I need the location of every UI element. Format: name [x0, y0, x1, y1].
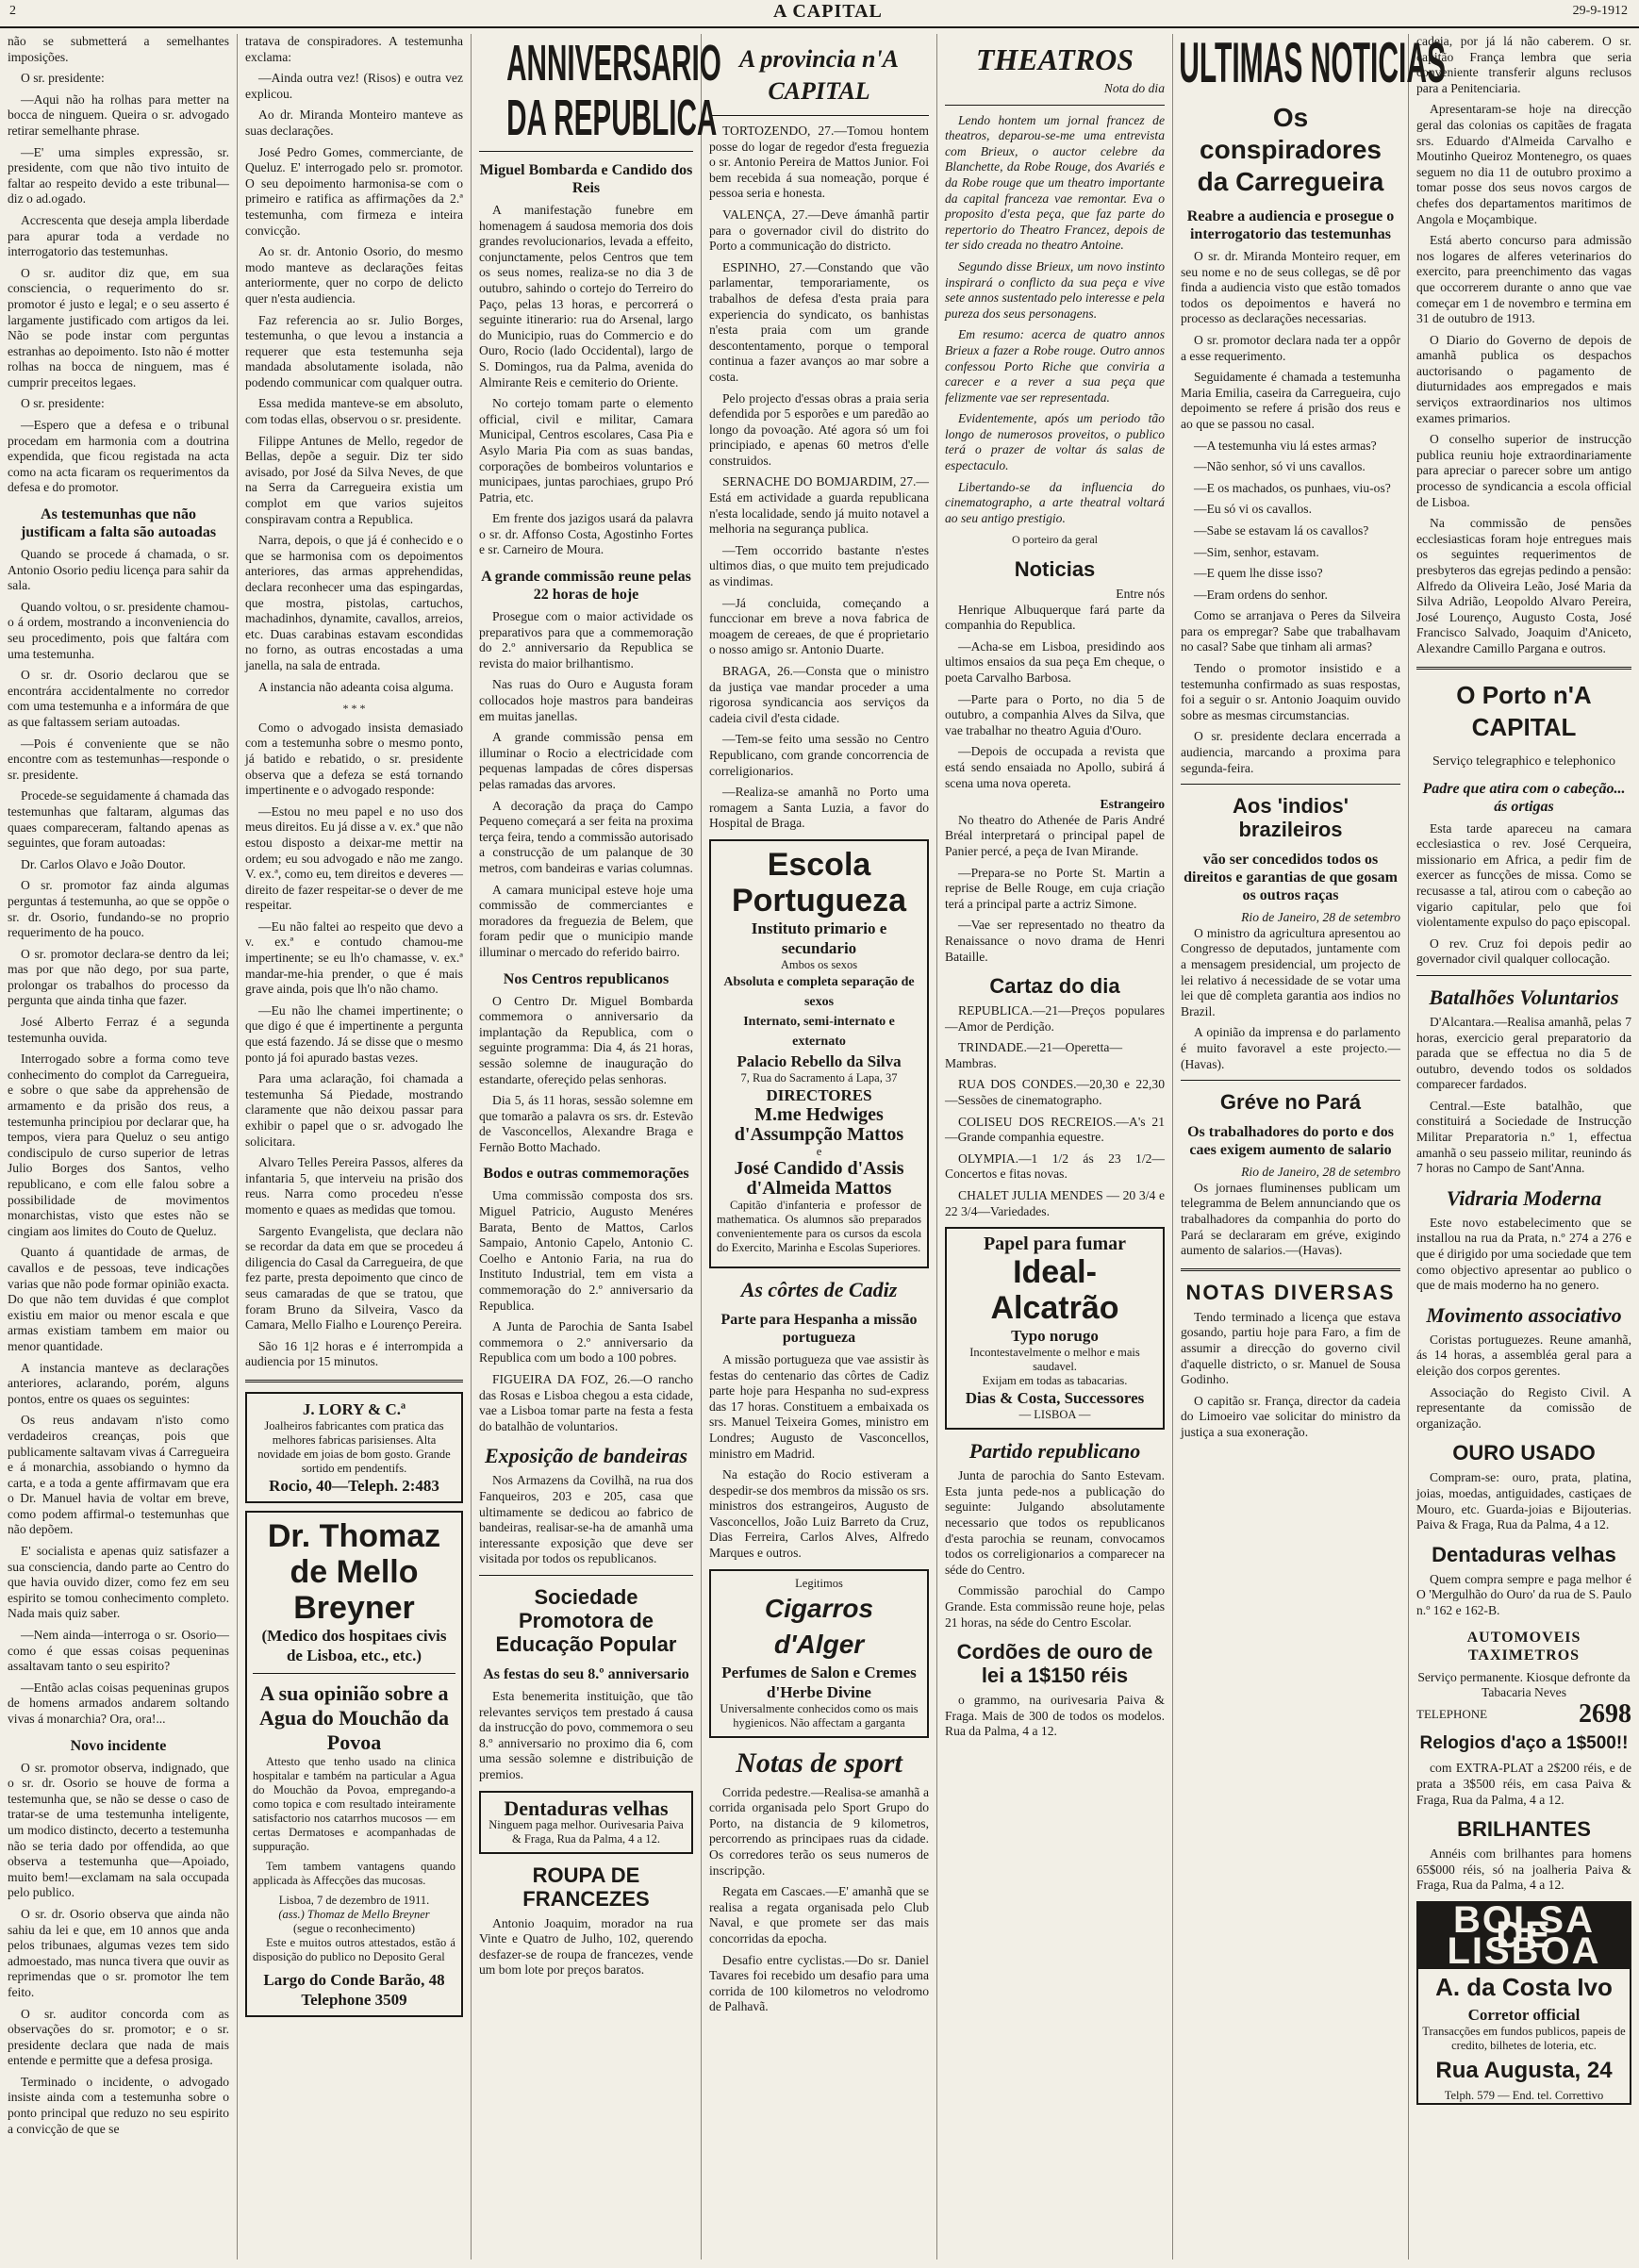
section-heading: Cartaz do dia	[989, 974, 1120, 999]
subheading: As festas do seu 8.º anniversario	[483, 1665, 689, 1682]
column-7	[1409, 34, 1639, 2260]
paragraph: Esta benemerita instituição, que tão relevantes serviços tem prestado á causa da instrucção do povo, commemora o seu 8.º anniversario no proximo dia 6, com uma sessão solemne e distribuição de premios.	[479, 1688, 693, 1781]
dateline: Rio de Janeiro, 28 de setembro	[1241, 1165, 1400, 1180]
paragraph: Como o advogado insista demasiado com a testemunha sobre o mesmo ponto, já batido e rebatido, o sr. presidente observa que a defeza se está tornando impertinente e o advogado responde:	[245, 720, 463, 798]
paragraph: Os reus andavam n'isto como verdadeiros creanças, pois que publicamente saltavam vivas á Carregueira e á monarchia, assobiando o hymno da carta, e a toda a gente affirmavam que era o Dr. Manuel havia de voltar em breve, como podem affirmal-o testemunhas que não depõem.	[8, 1413, 229, 1537]
paragraph: Este novo estabelecimento que se installou na rua da Prata, n.º 274 a 276 e que é dirigido por uma sociedade que tem como objectivo apresentar ao publico o que de mais moderno ha no genero.	[1416, 1215, 1631, 1293]
paragraph: —Não senhor, só vi uns cavallos.	[1194, 459, 1366, 474]
paragraph: —Eu não faltei ao respeito que devo a v. ex.ª e contudo chamou-me impertinente; se eu lh'o chamasse, v. ex.ª mandar-me-hia prender, o que é mais grave ainda, pois que lh'o não chamo.	[245, 919, 463, 997]
paragraph: —Sabe se estavam lá os cavallos?	[1194, 522, 1369, 538]
ad-line: Palacio Rebello da Silva	[737, 1051, 902, 1070]
telephone-number: 2698	[1579, 1698, 1631, 1729]
ad-title: Ideal-Alcatrão	[990, 1254, 1119, 1327]
ad-telephone: Telph. 579 — End. tel. Correttivo	[1444, 2088, 1604, 2102]
paragraph: Interrogado sobre a forma como teve conhecimento do complot da Carregueira, e sobre o que sabe da apprehensão de armamento e da prisão dos reus, a testemunha principiou por declarar que, ha tempos, viera para Queluz o seu antigo condiscipulo de curso superior de letras Julio Borges dos Santos, velho republicano, e com elle falou sobre a possibilidade de movimentos monarchistas, visto que estes não se cingiam aos limites do Couto de Queluz.	[8, 1051, 229, 1238]
paragraph: Associação do Registo Civil. A representante da comissão de organização.	[1416, 1384, 1631, 1431]
paragraph: E' socialista e apenas quiz satisfazer a sua consciencia, dando parte ao Centro do que havia ouvido dizer, como fez em seu espirito se tomou conhecimento completo. Nada mais quiz saber.	[8, 1544, 229, 1621]
ad-name: A. da Costa Ivo	[1435, 1972, 1613, 2001]
divider	[1416, 975, 1631, 976]
ad-line: e	[816, 1144, 822, 1158]
separator-stars: * * *	[342, 702, 366, 716]
paragraph: O Diario do Governo de depois de amanhã publica os despachos auctorisando o pagamento de diuturnidades aos empregados e mais serviços extraordinarios nos ultimos exames primarios.	[1416, 332, 1631, 425]
paragraph: Dr. Carlos Olavo e João Doutor.	[21, 856, 186, 871]
paragraph: Sargento Evangelista, que declara não se recordar da data em que se procedeu á diligencia do Casal da Carregueira, de que fez parte, presta depoimento que cinco de seus camaradas de que se tratou, que foram Bruno da Silveira, Vasco da Camara, Mello Fialho e Lourenço Pereira.	[245, 1223, 463, 1333]
divider	[709, 115, 929, 116]
column-4	[702, 34, 937, 2260]
paragraph: Uma commissão composta dos srs. Miguel Patricio, Augusto Menéres Barata, Bento de Mattos, Carlos Sampaio, Antonio Capelo, Antonio C. Coelho e Antonio Faria, na rua do Instituto Industrial, tem em vista a commemoração do 2.º anniversario da Republica.	[479, 1188, 693, 1313]
ad-line: Dias & Costa, Successores	[965, 1389, 1145, 1408]
section-heading: Partido republicano	[968, 1439, 1141, 1464]
paragraph: —Depois de occupada a revista que está sendo ensaiada no Apollo, subirá á scena uma nova opereta.	[945, 744, 1165, 790]
ad-text: Capitão d'infanteria e professor de mathematica. Os alumnos são preparados convenientemente para os cursos da escola do Exercito, Marinha e Escolas Superiores.	[717, 1198, 921, 1254]
paragraph: O sr. presidente declara encerrada a audiencia, marcando a proxima para segunda-feira.	[1181, 729, 1400, 775]
ad-line: Papel para fumar	[983, 1233, 1127, 1255]
ad-text: Este e muitos outros attestados, estão á disposição do publico no Deposito Geral	[253, 1935, 455, 1963]
section-heading: Vidraria Moderna	[1446, 1185, 1602, 1210]
paragraph: o grammo, na ourivesaria Paiva & Fraga. Mais de 300 de todos os modelos. Rua da Palma, 4 a 12.	[945, 1693, 1165, 1739]
ad-title: Escola Portugueza	[731, 846, 907, 919]
paragraph: O capitão sr. França, director da cadeia do Limoeiro vae solicitar do ministro da justiça a sua exoneração.	[1181, 1393, 1400, 1439]
listing-item: RUA DOS CONDES.—20,30 e 22,30—Sessões de cinematographo.	[945, 1077, 1165, 1108]
section-heading: Noticias	[1014, 557, 1096, 582]
paragraph: O sr. promotor observa, indignado, que o sr. dr. Osorio se houve de forma a testemunha que, se não se desse o caso de tratar-se de uma testemunha inteligente, um modico distincto, decerto a testemunha não se teria dado por offendida, ao que observa a testemunha que—Apoiado, muito bem!—exclamam na sala occupada pelo publico.	[8, 1760, 229, 1900]
paragraph: —A testemunha viu lá estes armas?	[1194, 438, 1377, 453]
column-3	[472, 34, 721, 2260]
section-heading: A grande commissão reune pelas 22 horas de hoje	[481, 569, 691, 604]
paragraph: Está aberto concurso para admissão nos logares de alferes veterinarios do exercito, para preenchimento das vagas que occorrerem durante o anno que vae começar em 1 de novembro e termina em 31 de outubro de 1913.	[1416, 233, 1631, 326]
paragraph: Regata em Cascaes.—E' amanhã que se realisa a regata organisada pelo Club Naval, e que promete ser das mais concorridas da epocha.	[709, 1884, 929, 1945]
subheading: Nota do dia	[1103, 81, 1165, 95]
paragraph: Quando voltou, o sr. presidente chamou-o á ordem, mostrando a inconveniencia do seu procedimento, pois que faltára com uma testemunha.	[8, 599, 229, 661]
paragraph: —Realiza-se amanhã no Porto uma romagem a Santa Luzia, a favor do Hospital de Braga.	[709, 785, 929, 831]
paragraph: SERNACHE DO BOMJARDIM, 27.—Está em actividade a guarda republicana n'esta localidade, sendo já muito notavel a melhoria na segurança publica.	[709, 474, 929, 537]
paragraph: —Nem ainda—interroga o sr. Osorio—como é que essas coisas pequeninas assaltavam tanto o seu espirito?	[8, 1628, 229, 1674]
ad-note: (segue o reconhecimento)	[292, 1921, 416, 1935]
section-headline: THEATROS	[975, 42, 1134, 76]
paragraph: Ao dr. Miranda Monteiro manteve as suas declarações.	[245, 108, 463, 138]
telephone-row	[1416, 1698, 1631, 1729]
listing-item: TRINDADE.—21—Operetta—Mambras.	[945, 1040, 1123, 1070]
paragraph: —E os machados, os punhaes, viu-os?	[1194, 480, 1391, 495]
ad-subtitle: Typo norugo	[1011, 1327, 1099, 1346]
paragraph: Como se arranjava o Peres da Silveira para os empregar? Sabe que trabalhavam no casal? Sabe que tinham ali armas?	[1181, 608, 1400, 654]
ad-line: Ambos os sexos	[780, 957, 858, 971]
paragraph: Nas ruas do Ouro e Augusta foram collocados hoje mastros para bandeiras em muitas janellas.	[479, 677, 693, 723]
ad-address: Rua Augusta, 24	[1435, 2057, 1613, 2083]
paragraph: O sr. promotor declara nada ter a oppôr a esse requerimento.	[1181, 332, 1400, 363]
section-heading: OURO USADO	[1452, 1441, 1596, 1465]
paragraph: Tendo o promotor insistido e a testemunha confirmado as suas respostas, foi a seguir o sr. Antonio Joaquim ouvido sobre as mesmas circumstancias.	[1181, 661, 1400, 722]
paragraph: com EXTRA-PLAT a 2$200 réis, e de prata a 3$500 réis, em casa Paiva & Fraga, Rua da Palma, 4 a 12.	[1416, 1761, 1631, 1807]
advertisement-lory	[245, 1392, 463, 1503]
advertisement-cigarros	[709, 1569, 929, 1738]
paragraph: A grande commissão pensa em illuminar o Rocio a electricidade com pequenas lampadas de côres dispersas pelas ramadas das arvores.	[479, 730, 693, 791]
subheading: vão ser concedidos todos os direitos e garantias de que gosam os outros raças	[1184, 852, 1398, 904]
paragraph: FIGUEIRA DA FOZ, 26.—O rancho das Rosas e Lisboa chegou a esta cidade, vae a Lisboa tomar parte na festa a festa do batalhão de voluntarios.	[479, 1372, 693, 1433]
section-heading: Cordões de ouro de lei a 1$150 réis	[956, 1640, 1153, 1688]
telephone-label: TELEPHONE	[1416, 1706, 1488, 1721]
paragraph: —Eu não lhe chamei impertinente; o que digo é que é impertinente a pergunta que está fazendo. Já se disse que o mesmo ponto já foi apurado bastas vezes.	[245, 1002, 463, 1065]
paragraph: Lendo hontem um jornal francez de theatros, deparou-se-me uma entrevista com Brieux, o auctor celebre da Blanchette, da Robe Rouge, dos Avariés e da Robe rouge que um theatro importante da capital franceza vae remontar. Eva o proposito d'esta peça, que faz parte do repertorio do Theatro Francez, depois de ter sido creada no theatro Antoine.	[945, 112, 1165, 253]
paragraph: Para uma aclaração, foi chamada a testemunha Sá Piedade, mostrando claramente que não deixou passar para exhibir o papel que o sr. advogado lhe solicitara.	[245, 1071, 463, 1149]
section-heading: Notas de sport	[736, 1747, 902, 1779]
section-heading: Aos 'indios' brazileiros	[1233, 794, 1349, 842]
issue-date: 29-9-1912	[1572, 4, 1628, 18]
ad-subtitle: (Medico dos hospitaes civis de Lisboa, etc., etc.)	[261, 1626, 447, 1664]
paragraph: —Então aclas coisas pequeninas grupos de homens armados andarem soltando vivas á monarchia? Ora, ora!...	[8, 1680, 229, 1726]
ad-line: Absoluta e completa separação de sexos	[723, 974, 915, 1009]
ad-text: Incontestavelmente o melhor e mais saudavel.	[969, 1346, 1140, 1374]
subheading: Reabre a audiencia e prosegue o interrogatorio das testemunhas	[1186, 208, 1395, 242]
paragraph: O rev. Cruz foi depois pedir ao governador civil qualquer collocação.	[1416, 935, 1631, 967]
paragraph: —Tem occorrido bastante n'estes ultimos dias, o que muito tem prejudicado as vindimas.	[709, 542, 929, 589]
paragraph: O ministro da agricultura apresentou ao Congresso de deputados, juntamente com a mensagem presidencial, um projecto de lei relativo á necessidade de se votar uma lei que dê completa garantia aos indios no Brazil.	[1181, 925, 1400, 1018]
paragraph: —Pois é conveniente que se não encontre com as testemunhas—responde o sr. presidente.	[8, 736, 229, 782]
paragraph: TORTOZENDO, 27.—Tomou hontem posse do logar de regedor d'esta freguezia o sr. Antonio Pereira de Mattos Junior. Foi bem recebida á sua nomeação, porque é pessoa seria e honesta.	[709, 124, 929, 201]
listing-item: OLYMPIA.—1 1/2 ás 23 1/2—Concertos e fitas novas.	[945, 1151, 1165, 1182]
section-heading: BRILHANTES	[1457, 1817, 1591, 1842]
paragraph: Coristas portuguezes. Reune amanhã, ás 14 horas, a assembléa geral para a eleição dos corpos gerentes.	[1416, 1332, 1631, 1378]
paragraph: Pelo projecto d'essas obras a praia seria defendida por 5 esporões e um paredão ao longo da povoação. Até agora só um foi principiado, e apenas 60 metros d'elle construidos.	[709, 390, 929, 468]
paragraph: —Eu só vi os cavallos.	[1194, 502, 1312, 517]
paragraph: —Vae ser representado no theatro da Renaissance o novo drama de Henri Bataille.	[945, 918, 1165, 964]
divider	[1181, 1080, 1400, 1081]
ad-address: Largo do Conde Barão, 48	[263, 1970, 445, 1989]
section-heading: Batalhões Voluntarios	[1429, 985, 1619, 1009]
ad-line: 7, Rua do Sacramento á Lapa, 37	[740, 1070, 898, 1084]
paragraph: Narra, depois, o que já é conhecido e o que se harmonisa com os depoimentos anteriores, das armas apprehendidas, declara reconhecer uma das espingardas, que mostra, pistolas, cartuchos, machadinhos, dynamite, cavallos, arreios, etc. Duas carabinas estavam escondidas no forno, as outras encostadas a uma janella, na sala de entrada.	[245, 533, 463, 672]
listing-item: COLISEU DOS RECREIOS.—A's 21—Grande companhia equestre.	[945, 1114, 1165, 1145]
paragraph: O sr. presidente:	[21, 71, 105, 86]
paragraph: Compram-se: ouro, prata, platina, joias, moedas, antiguidades, castiçaes de Mouro, etc. Guarda-joias e Bijouterias. Paiva & Fraga, Rua da Palma, 4 a 12.	[1416, 1470, 1631, 1532]
divider	[479, 151, 693, 152]
paragraph: Libertando-se da influencia do cinematographo, a arte theatral voltará ao seu antigo prestigio.	[945, 479, 1165, 525]
paragraph: não se submetterá a semelhantes imposições.	[8, 34, 229, 64]
paragraph: A decoração da praça do Campo Pequeno começará a ser feita na proxima terça feira, tendo a commissão autorisado a construcção de um palanque de 30 metros, com bandeiras e varias columnas.	[479, 798, 693, 875]
listing-item: CHALET JULIA MENDES — 20 3/4 e 22 3/4—Variedades.	[945, 1188, 1165, 1218]
paragraph: Evidentemente, após um periodo tão longo de numerosos proveitos, o publico terá o prazer de voltar ás salas de espectaculo.	[945, 411, 1165, 473]
paragraph: —Já concluida, começando a funccionar em breve a nova fabrica de moagem de cereaes, de que é proprietario o nosso amigo sr. Antonio Duarte.	[709, 595, 929, 657]
column-2	[238, 34, 472, 2260]
paragraph: —Tem-se feito uma sessão no Centro Republicano, com grande concorrencia de correligionarios.	[709, 732, 929, 778]
section-headline: A provincia n'A CAPITAL	[738, 45, 900, 105]
section-heading: NOTAS DIVERSAS	[1185, 1280, 1396, 1304]
paragraph: Junta de parochia do Santo Estevam. Esta junta pede-nos a publicação do seguinte: Julgando absolutamente necessario que todos os republicanos d'esta parochia se reunam, convocamos todos os correligionarios a comparecer na séde do Centro.	[945, 1468, 1165, 1577]
advertisement-dentaduras	[479, 1791, 693, 1854]
paragraph: Henrique Albuquerque fará parte da companhia do Republica.	[945, 602, 1165, 633]
paragraph: Alvaro Telles Pereira Passos, alferes da infantaria 5, que interveiu na prisão dos reus. Narra como procedeu n'esse momento e quaes as medidas que tomou.	[245, 1155, 463, 1217]
ad-heading: A sua opinião sobre a Agua do Mouchão da Povoa	[258, 1680, 450, 1754]
ad-text: Joalheiros fabricantes com pratica das melhores fabricas parisienses. Alta novidade em joias de bom gosto. Grande sortido em pendentifs.	[257, 1418, 451, 1475]
subheading: Miguel Bombarda e Candido dos Reis	[479, 162, 693, 196]
paragraph: Ao sr. dr. Antonio Osorio, do mesmo modo manteve as declarações feitas anteriormente, quer no corpo de delicto quer n'esta audiencia.	[245, 244, 463, 306]
byline: O porteiro da geral	[1012, 533, 1098, 547]
section-heading: As côrtes de Cadiz	[740, 1277, 898, 1301]
paragraph: Faz referencia ao sr. Julio Borges, testemunha, o que levou a instancia a requerer que esta testemunha seja mandada absolutamente isolada, não podendo communicar com qualquer outra.	[245, 312, 463, 389]
section-heading: AUTOMOVEIS TAXIMETROS	[1466, 1629, 1581, 1664]
paragraph: Na estação do Rocio estiveram a despedir-se dos membros da missão os srs. ministros dos estrangeiros, Augusto de Vasconcellos, João Luiz Barreto da Cruz, Dias Ferreira, Carlos Alves, Alfredo Marques e outros.	[709, 1467, 929, 1561]
column-5	[937, 34, 1173, 2260]
paragraph: Seguidamente é chamada a testemunha Maria Emilia, caseira da Carregueira, cujo depoimento se refere á prisão dos reus e ao que se passou no casal.	[1181, 370, 1400, 431]
subheading: Serviço telegraphico e telephonico	[1432, 753, 1615, 769]
paragraph: —E quem lhe disse isso?	[1194, 566, 1323, 581]
paragraph: Nos Armazens da Covilhã, na rua dos Fanqueiros, 203 e 205, casa que ultimamente se dedicou ao fabrico de bandeiras, realisar-se-ha de amanhã uma interessante exposição que deve ser visitada por todos os republicanos.	[479, 1473, 693, 1566]
paragraph: —Parte para o Porto, no dia 5 de outubro, a companhia Alves da Silva, que vae trabalhar no theatro Aguia d'Ouro.	[945, 691, 1165, 737]
ad-title: BOLSA DE LISBOA	[1418, 1903, 1630, 1969]
section-heading: Relogios d'aço a 1$500!!	[1419, 1733, 1629, 1754]
paragraph: A instancia manteve as declarações anteriores, aclarando, porém, alguns pontos, entre os quaes os seguintes:	[8, 1360, 229, 1406]
divider	[245, 1380, 463, 1382]
paragraph: Quem compra sempre e paga melhor é O 'Mergulhão do Ouro' da rua de S. Paulo n.º 162 e 162-B.	[1416, 1571, 1631, 1617]
paragraph: Desafio entre cyclistas.—Do sr. Daniel Tavares foi recebido um desafio para uma corrida de 100 kilometros no velodromo de Palhavã.	[709, 1952, 929, 2014]
paragraph: —Aqui não ha rolhas para metter na bocca de ninguem. Queira o sr. advogado retirar semelhante phrase.	[8, 91, 229, 138]
paragraph: A instancia não adeanta coisa alguma.	[258, 679, 454, 694]
paragraph: José Alberto Ferraz é a segunda testemunha ouvida.	[8, 1015, 229, 1045]
section-heading: Movimento associativo	[1426, 1302, 1622, 1327]
listing-item: REPUBLICA.—21—Preços populares—Amor de Perdição.	[945, 1003, 1165, 1034]
paragraph: Central.—Este batalhão, que constituirá a Sociedade de Instrucção Militar Preparatoria n.º 1, effectua amanhã o seu passeio militar, reunindo ás 7 horas no Campo de Sant'Anna.	[1416, 1098, 1631, 1176]
section-heading: O Porto n'A CAPITAL	[1456, 680, 1592, 741]
paragraph: A missão portugueza que vae assistir às festas do centenario das côrtes de Cadiz parte hoje para Hespanha no sud-express das 17 horas. Constituem a embaixada os srs. Manuel Teixeira Gomes, ministro em Londres; Augusto de Vasconcellos, ministro em Madrid.	[709, 1351, 929, 1461]
paragraph: O sr. auditor concorda com as observações do sr. promotor; e o sr. presidente declara que nada de mais entende e permitte que a defesa prosiga.	[8, 2006, 229, 2068]
page-number: 2	[9, 4, 16, 18]
paragraph: A manifestação funebre em homenagem á saudosa memoria dos dois grandes revolucionarios, levada a effeito, conjunctamente, pelos Centros que tem os seus nomes, realiza-se no dia 3 de outubro, sahindo o cortejo do Terreiro do Paço, pelas 13 horas, e percorrerá o seguinte itinerario: rua do Arsenal, largo do Municipio, ruas do Commercio e do Ouro, Rocio (lado Occidental), largo de S. Domingos, rua da Palma, avenida do Almirante Reis e cemiterio do Oriente.	[479, 203, 693, 389]
paragraph: —Eram ordens do senhor.	[1194, 587, 1328, 602]
ad-title: Cigarros d'Alger	[764, 1593, 874, 1659]
paragraph: O sr. dr. Osorio declarou que se encontrára accidentalmente no corredor com uma testemunha e a informára de que as que faltassem seriam autoadas.	[8, 668, 229, 729]
ad-role: Corretor official	[1467, 2005, 1581, 2024]
paragraph: O conselho superior de instrucção publica reuniu hoje extraordinariamente para apreciar o parecer sobre um antigo processo de syndicancia a escola official de Lisboa.	[1416, 432, 1631, 509]
subheading: Padre que atira com o cabeção... ás ortigas	[1422, 780, 1626, 815]
paragraph: O sr. promotor faz ainda algumas perguntas á testemunha, ao que se oppõe o sr. dr. Osorio, fundando-se no proprio requerimento de ha pouco.	[8, 878, 229, 940]
paragraph: O sr. dr. Osorio observa que ainda não sahiu da lei e que, em 10 annos que anda pelos tribunaes, algumas vezes tem sido admoestado, mas nunca tivera que ouvir as reprimendas que o sr. promotor lhe tem feito.	[8, 1906, 229, 1999]
headline: ANNIVERSARIO	[506, 35, 721, 91]
section-heading: Nos Centros republicanos	[503, 970, 670, 987]
paragraph: O sr. promotor declara-se dentro da lei; mas por que não dego, por sua parte, prolongar os trabalhos do processo da pergunta que ainda tinha que fazer.	[8, 946, 229, 1008]
theatre-listing	[945, 1003, 1165, 1219]
ad-line: DIRECTORES	[766, 1085, 872, 1104]
divider	[945, 105, 1165, 106]
ad-text: Universalmente conhecidos como os mais hygienicos. Não affectam a garganta	[720, 1701, 919, 1730]
dateline: Rio de Janeiro, 28 de setembro	[1241, 910, 1400, 925]
paragraph: A Junta de Parochia de Santa Isabel commemora o 2.º anniversario da Republica com um bodo a 100 pobres.	[479, 1319, 693, 1366]
advertisement-breyner	[245, 1511, 463, 2017]
paragraph: O sr. dr. Miranda Monteiro requer, em seu nome e no de seus collegas, se dê por finda a audiencia visto que estão tomados todos os depoimentos e haverá no processo as declarações necessarias.	[1181, 249, 1400, 326]
advertisement-escola	[709, 839, 929, 1268]
divider	[1181, 1268, 1400, 1271]
paragraph: —E' uma simples expressão, sr. presidente, com que não tivo intuito de faltar ao respeito devido a este tribunal—diz o ad.ogado.	[8, 144, 229, 207]
paragraph: cadeia, por já lá não caberem. O sr. capitão França lembra que seria conveniente transferir alguns reclusos para a Penitenciaria.	[1416, 34, 1631, 95]
subheading: Estrangeiro	[1100, 797, 1165, 812]
paragraph: —Ainda outra vez! (Risos) e outra vez explicou.	[245, 71, 463, 101]
paragraph: ESPINHO, 27.—Constando que vão parlamentar, temporariamente, os trabalhos de defesa d'esta praia para experiencia do syndicato, os banhistas n'esta praia com um grande descontentamento, porque o temporal continua a fazer avanços ao mar sobre a costa.	[709, 259, 929, 384]
ad-subtitle: Instituto primario e secundario	[751, 919, 887, 957]
ad-title: Dr. Thomaz de Mello Breyner	[267, 1517, 441, 1626]
subheading: Parte para Hespanha a missão portugueza	[720, 1311, 918, 1346]
section-heading: ROUPA DE FRANCEZES	[522, 1862, 650, 1911]
paragraph: Os jornaes fluminenses publicam um telegramma de Belem annunciando que os trabalhadores da companhia do porto do Pará se declararam em gréve, exigindo aumento de salarios.—(Havas).	[1181, 1180, 1400, 1258]
subheading: Os trabalhadores do porto e dos caes exigem aumento de salario	[1187, 1124, 1394, 1159]
divider	[479, 1575, 693, 1576]
paragraph: O sr. presidente:	[21, 396, 105, 411]
ad-text: Ninguem paga melhor. Ourivesaria Paiva & Fraga, Rua da Palma, 4 a 12.	[488, 1817, 684, 1846]
paragraph: Esta tarde apareceu na camara ecclesiastica o rev. José Cerqueira, missionario em Africa, a pedir fim de exercer as funcções de missa. Como se recusasse a tal, atirou com o cabeção ao vigario capitular, pelo que foi violentamente expulso do paço episcopal.	[1416, 820, 1631, 930]
paragraph: Em frente dos jazigos usará da palavra o sr. dr. Affonso Costa, Agostinho Fortes e sr. Carneiro de Moura.	[479, 511, 693, 557]
masthead	[0, 0, 1639, 28]
advertisement-bolsa	[1416, 1898, 1631, 2105]
ad-address: Rocio, 40—Teleph. 2:483	[269, 1476, 439, 1495]
paragraph: O Centro Dr. Miguel Bombarda commemora o anniversario da implantação da Republica, com o seguinte programma: Dia 4, ás 21 horas, sessão solemne de inauguração do estandarte, ofereçido pelas senhoras.	[479, 993, 693, 1086]
divider	[1181, 784, 1400, 785]
headline: ULTIMAS NOTICIAS	[1179, 31, 1447, 94]
ad-subtitle: Perfumes de Salon e Cremes d'Herbe Divine	[721, 1663, 917, 1701]
paragraph: Procede-se seguidamente á chamada das testemunhas que faltaram, algumas das quaes compareceram, faltando apenas as seguintes, que foram autoadas:	[8, 788, 229, 851]
paragraph: Antonio Joaquim, morador na rua Vinte e Quatro de Julho, 102, querendo desfazer-se de roupa de francezes, vende um bom lote por preços baratos.	[479, 1915, 693, 1978]
paragraph: No theatro do Athenée de Paris André Bréal interpretará o principal papel de Panier percé, a peça de Ivan Mirande.	[945, 812, 1165, 858]
ad-telephone: Telephone 3509	[301, 1990, 407, 2009]
paragraph: Accrescenta que deseja ampla liberdade para apurar toda a verdade no interrogatorio das testemunhas.	[8, 212, 229, 259]
newspaper-title: A CAPITAL	[773, 1, 883, 22]
paragraph: tratava de conspiradores. A testemunha exclama:	[245, 34, 463, 64]
ad-line: Internato, semi-internato e externato	[743, 1014, 895, 1049]
paragraph: Dia 5, ás 11 horas, sessão solemne em que tomarão a palavra os srs. dr. Estevão de Vasconcellos, Alexandre Braga e Fernão Botto Machado.	[479, 1093, 693, 1154]
paragraph: BRAGA, 26.—Consta que o ministro da justiça vae mandar proceder a uma rigorosa syndicancia aos serviços da cadeia civil d'esta cidade.	[709, 664, 929, 725]
paragraph: —Prepara-se no Porte St. Martin a reprise de Belle Rouge, em cuja criação terá a principal parte a actriz Simone.	[945, 865, 1165, 911]
paragraph: No cortejo tomam parte o elemento official, civil e militar, Camara Municipal, Centros escolares, Casa Pia e Asylo Maria Pia com as suas bandas, corporações de bombeiros voluntarios e municipaes, juntas parochiaes, grupo Pró Patria, etc.	[479, 396, 693, 505]
paragraph: Filippe Antunes de Mello, regedor de Bellas, depõe a seguir. Diz ter sido avisado, por José da Silva Neves, de que na Serra da Carregueira existia um complot em que varios sujeitos conspiravam contra a Republica.	[245, 433, 463, 526]
headline: DA REPUBLICA	[506, 90, 718, 146]
ad-line: José Candido d'Assis d'Almeida Mattos	[734, 1157, 904, 1199]
column-6	[1173, 31, 1447, 2260]
paragraph: —Sim, senhor, estavam.	[1194, 544, 1319, 559]
paragraph: José Pedro Gomes, commerciante, de Queluz. E' interrogado pelo sr. promotor. O seu depoimento harmonisa-se com o primeiro e ratifica as affirmações da 2.ª testemunha, com firmeza e inteira convicção.	[245, 144, 463, 238]
paragraph: D'Alcantara.—Realisa amanhã, pelas 7 horas, exercicio geral preparatorio da parada que se effectua no dia 5 de outubro, devendo todos os soldados comparecer fardados.	[1416, 1014, 1631, 1092]
subheading: Entre nós	[1116, 587, 1165, 602]
advertisement-papel	[945, 1227, 1165, 1430]
ad-text: Attesto que tenho usado na clinica hospitalar e também na particular a Agua do Mouchão da Povoa, empregando-a como topica e com resultado inteiramente satisfactorio nos catarrhos mucosos — em certas Dermatoses e acompanhadas de suppuração.	[253, 1754, 455, 1853]
paragraph: Serviço permanente. Kiosque defronte da Tabacaria Neves	[1417, 1669, 1631, 1700]
paragraph: A camara municipal esteve hoje uma commissão de commerciantes e moradores da freguezia de Belem, que foram pedir que o municipio mande illuminar o mercado do referido bairro.	[479, 882, 693, 959]
paragraph: Quanto á quantidade de armas, de cavallos e de pessoas, teve indicações varias que não pode formar opinião exacta. Do que não tem duvidas é que complot existiu em maior ou menor escala e que armas existiam tambem em maior ou menor quantidade.	[8, 1245, 229, 1353]
paragraph: Annéis com brilhantes para homens 65$000 réis, só na joalheria Paiva & Fraga, Rua da Palma, 4 a 12.	[1416, 1846, 1631, 1893]
paragraph: Apresentaram-se hoje na direcção geral das colonias os capitães de fragata srs. Eduardo d'Almeida Carvalho e Moutinho Queiroz Montenegro, os quaes seguem no dia 11 de outubro proximo a tomar posse dos seus novos cargos de chefes dos departamentos maritimos de Angola e Moçambique.	[1416, 102, 1631, 226]
divider	[253, 1673, 455, 1674]
column-1	[0, 34, 238, 2260]
ad-text: Tem tambem vantagens quando applicada às Affecções das mucosas.	[253, 1859, 455, 1887]
paragraph: Segundo disse Brieux, um novo instinto inspirará o conflicto da sua peça e vive sete annos sustentado pelo interesse e pela pureza dos seus personagens.	[945, 258, 1165, 321]
ad-line: — LISBOA —	[1018, 1408, 1091, 1422]
ad-line: Legitimos	[795, 1576, 843, 1590]
ad-date: Lisboa, 7 de dezembro de 1911.	[278, 1893, 430, 1907]
ad-text: Exijam em todas as tabacarias.	[982, 1374, 1128, 1388]
paragraph: Quando se procede á chamada, o sr. Antonio Osorio pediu licença para sahir da sala.	[8, 547, 229, 593]
paragraph: —Acha-se em Lisboa, presidindo aos ultimos ensaios da sua peça Em cheque, o poeta Carvalho Barbosa.	[945, 638, 1165, 685]
section-heading: Sociedade Promotora de Educação Popular	[495, 1584, 677, 1656]
ad-title: Dentaduras velhas	[504, 1796, 669, 1820]
paragraph: Na commissão de pensões ecclesiasticas foram hoje entregues mais os seguintes requerimentos de presbyteros das egrejas pedindo a pensão: Alfredo da Oliveira Leão, José Maria da Silva Adrião, Leopoldo Alvaro Pereira, José Lourenço, Augusto Costa, José Francisco Salvado, Joaquim d'Aniceto, Alexandre Camillo Pargana e outros.	[1416, 516, 1631, 655]
paragraph: Terminado o incidente, o advogado insiste ainda com a testemunha sobre o ponto principal que reduzo no seu espirito a convicção de que se	[8, 2074, 229, 2136]
ad-text: Transacções em fundos publicos, papeis de credito, bilhetes de loteria, etc.	[1422, 2024, 1626, 2052]
paragraph: —Espero que a defesa e o tribunal procedam em harmonia com a doutrina expendida, que ficou registada na acta como na acta ficaram os requerimentos da defesa e do promotor.	[8, 418, 229, 495]
section-heading: Os conspiradores da Carregueira	[1197, 103, 1384, 196]
section-heading: Gréve no Pará	[1219, 1090, 1362, 1115]
paragraph: Essa medida manteve-se em absoluto, com todas ellas, observou o sr. presidente.	[245, 396, 463, 427]
paragraph: —Estou no meu papel e no uso dos meus direitos. Eu já disse a v. ex.ª que não estou disposto a deixar-me mettir na ordem; eu sou advogado e não me zango. V. ex.ª, como eu, tem direitos e deveres — direito de fazer respeitar-se o dever de me respeitar.	[245, 803, 463, 913]
ad-signature: (ass.) Thomaz de Mello Breyner	[278, 1907, 430, 1921]
paragraph: Corrida pedestre.—Realisa-se amanhã a corrida organisada pelo Sport Grupo do Porto, na distancia de 9 kilometros, percorrendo as principaes ruas da cidade. Os corredores terão os seus numeros de inscripção.	[709, 1784, 929, 1878]
section-heading: Novo incidente	[70, 1737, 167, 1754]
ad-title: J. LORY & C.ª	[302, 1399, 406, 1418]
section-heading: As testemunhas que não justificam a falta são autoadas	[20, 506, 217, 541]
section-heading: Dentaduras velhas	[1432, 1542, 1616, 1566]
section-heading: Exposição de bandeiras	[484, 1444, 688, 1468]
section-heading: Bodos e outras commemorações	[483, 1166, 689, 1183]
paragraph: São 16 1|2 horas e é interrompida a audiencia por 15 minutos.	[245, 1338, 463, 1369]
paragraph: Tendo terminado a licença que estava gosando, partiu hoje para Faro, a fim de assumir a direcção do governo civil d'aquelle districto, o sr. Manuel de Sousa Godinho.	[1181, 1309, 1400, 1387]
paragraph: Commissão parochial do Campo Grande. Esta commissão reune hoje, pelas 21 horas, na séde do Centro Escolar.	[945, 1583, 1165, 1630]
paragraph: A opinião da imprensa e do parlamento é muito favoravel a este projecto.—(Havas).	[1181, 1025, 1400, 1071]
paragraph: VALENÇA, 27.—Deve ámanhã partir para o governador civil do distrito do Porto a communicação do districto.	[709, 207, 929, 254]
paragraph: Em resumo: acerca de quatro annos Brieux a fazer a Robe rouge. Outro annos confessou Porto Riche que conviria a carecer e a rever a sua peça que felizmente vae ser representada.	[945, 327, 1165, 405]
paragraph: O sr. auditor diz que, em sua consciencia, o requerimento do sr. promotor é justo e legal; e o seu asserto é largamente justificado com artigos da lei. Não se pode instar com perguntas estranhas ao depoimento. Isto não é motter rolhas na bocca de ninguem, mas é cumprir preceitos legaes.	[8, 265, 229, 389]
divider	[1416, 667, 1631, 670]
ad-line: M.me Hedwiges d'Assumpção Mattos	[734, 1103, 904, 1145]
paragraph: Prosegue com o maior actividade os preparativos para que a commemoração do 2.º anniversario da Republica se revista do maior brilhantismo.	[479, 609, 693, 670]
